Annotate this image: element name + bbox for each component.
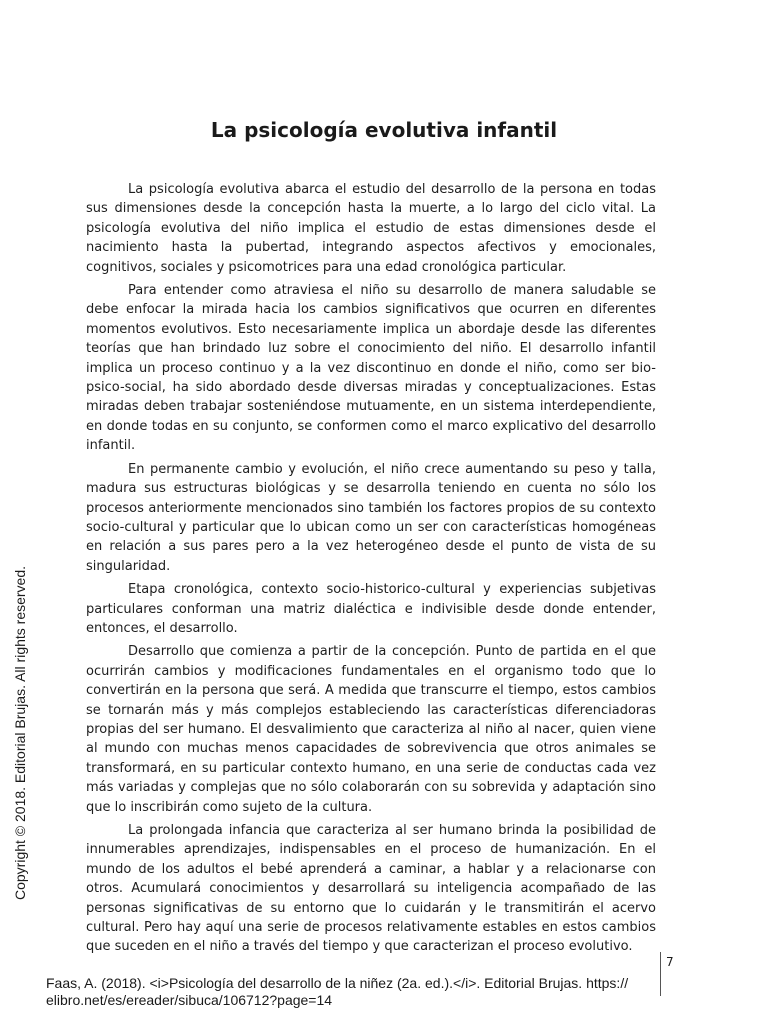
body-text (86, 180, 656, 961)
paragraph-3: En permanente cambio y evolución, el niño crece aumentando su peso y talla, madura sus estructuras biológicas y se desarrolla teniendo en cuenta no sólo los procesos anteriormente mencionados sino también los factores propios de su contexto socio-cultural y particular que lo ubican como un ser con características homogéneas en relación a sus pares pero a la vez heterogéneo desde el punto de vista de su singularidad. (86, 461, 656, 574)
paragraph-1: La psicología evolutiva abarca el estudio del desarrollo de la persona en todas sus dimensiones desde la concepción hasta la muerte, a lo largo del ciclo vital. La psicología evolutiva del niño implica el estudio de estas dimensiones desde el nacimiento hasta la pubertad, integrando aspectos afectivos y emocionales, cognitivos, sociales y psicomotrices para una edad cronológica particular. (86, 182, 656, 275)
copyright-notice: Copyright © 2018. Editorial Brujas. All rights reserved. (12, 565, 28, 900)
citation-line-2[interactable]: elibro.net/es/ereader/sibuca/106712?page=14 (46, 992, 333, 1008)
page-title: La psicología evolutiva infantil (210, 118, 558, 142)
paragraph-2: Para entender como atraviesa el niño su desarrollo de manera saludable se debe enfocar la mirada hacia los cambios significativos que ocurren en diferentes momentos evolutivos. Esto necesariamente implica un abordaje desde las diferentes teorías que han brindado luz sobre el conocimiento del niño. El desarrollo infantil implica un proceso continuo y a la vez discontinuo en donde el niño, como ser bio-psico-social, ha sido abordado desde diversas miradas y conceptualizaciones. Estas miradas deben trabajar sosteniéndose mutuamente, en un sistema interdependiente, en donde todas en su conjunto, se conformen como el marco explicativo del desarrollo infantil. (86, 283, 656, 454)
paragraph-4: Etapa cronológica, contexto socio-historico-cultural y experiencias subjetivas particulares conforman una matriz dialéctica e indivisible desde donde entender, entonces, el desarrollo. (86, 582, 656, 636)
paragraph-6: La prolongada infancia que caracteriza al ser humano brinda la posibilidad de innumerables aprendizajes, indispensables en el proceso de humanización. En el mundo de los adultos el bebé aprenderá a caminar, a hablar y a relacionarse con otros. Acumulará conocimientos y desarrollará su inteligencia acompañado de las personas significativas de su entorno que lo cuidarán y le transmitirán el acervo cultural. Pero hay aquí una serie de procesos relativamente estables en estos cambios que suceden en el niño a través del tiempo y que caracterizan el proceso evolutivo. (86, 823, 656, 955)
citation (46, 975, 706, 1009)
paragraph-5: Desarrollo que comienza a partir de la concepción. Punto de partida en el que ocurrirán cambios y modificaciones fundamentales en el organismo todo que lo convertirán en la persona que será. A medida que transcurre el tiempo, estos cambios se tornarán más y más complejos estableciendo las características diferenciadoras propias del ser humano. El desvalimiento que caracteriza al niño al nacer, quien viene al mundo con muchas menos capacidades de sobrevivencia que otros animales se transformará, en su particular contexto humano, en una serie de conductas cada vez más variadas y complejas que no sólo colaborarán con su sobrevida y adaptación sino que lo inscribirán como sujeto de la cultura. (86, 644, 656, 815)
citation-line-1: Faas, A. (2018). <i>Psicología del desarrollo de la niñez (2a. ed.).</i>. Editorial Brujas. https:// (46, 975, 629, 991)
page-number: 7 (666, 955, 674, 969)
